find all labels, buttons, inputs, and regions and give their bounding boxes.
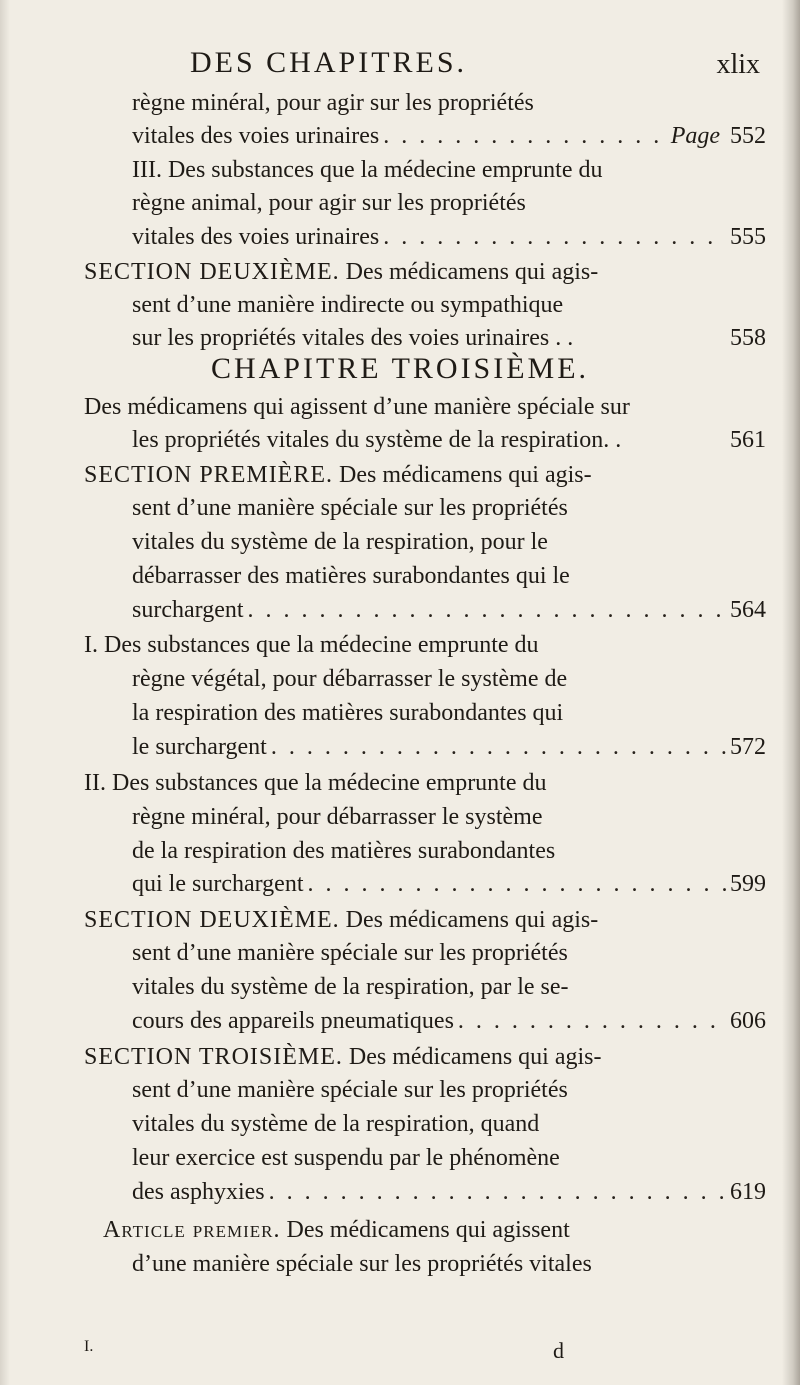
toc-line [84,458,592,492]
toc-text: d’une manière spéciale sur les propriétés vitales [132,1251,592,1277]
toc-line [132,1175,766,1209]
toc-line [132,119,766,153]
toc-text: la respiration des matières surabondantes qui [132,700,564,726]
toc-line [132,662,567,696]
section-lead: SECTION DEUXIÈME. [84,907,340,933]
toc-line [84,628,539,662]
toc-text: sent d’une manière spéciale sur les propriétés [132,495,568,521]
toc-text: vitales du système de la respiration, quand [132,1111,540,1137]
toc-line [132,834,555,868]
toc-line [132,86,534,120]
toc-line [132,559,570,593]
toc-line [132,800,543,834]
toc-line [132,153,603,187]
toc-text: des asphyxies [132,1179,265,1205]
toc-text: cours des appareils pneumatiques [132,1008,454,1034]
toc-text: vitales des voies urinaires [132,224,380,250]
section-lead: SECTION DEUXIÈME. [84,259,340,285]
toc-line [132,730,766,764]
toc-text: II. Des substances que la médecine emprunte du [84,770,547,796]
toc-line [132,696,563,730]
running-head [0,46,800,86]
toc-text: débarrasser des matières surabondantes qui le [132,563,570,589]
toc-text: Des médicamens qui agissent d’une manière spéciale sur [84,394,630,420]
toc-line [84,766,547,800]
toc-line [103,1213,570,1247]
toc-text: les propriétés vitales du système de la respiration. . [132,427,622,453]
page-number: 561 [730,427,766,453]
page-number: 606 [730,1008,766,1034]
page-spine-shadow [782,0,800,1385]
toc-text: sent d’une manière spéciale sur les propriétés [132,1077,568,1103]
toc-text: vitales du système de la respiration, par le se- [132,974,569,1000]
toc-text: vitales du système de la respiration, pour le [132,529,548,555]
section-lead: SECTION PREMIÈRE. [84,462,334,488]
toc-line [132,525,548,559]
toc-line [132,867,766,901]
toc-line [84,1040,602,1074]
dot-leader [308,867,726,901]
toc-line [132,423,766,457]
page-number: 572 [730,734,766,760]
toc-text: I. Des substances que la médecine emprunte du [84,632,539,658]
signature-mark-right: d [553,1338,564,1363]
section-lead: SECTION TROISIÈME. [84,1044,343,1070]
toc-text: sent d’une manière spéciale sur les propriétés [132,940,568,966]
dot-leader [458,1004,726,1038]
toc-line [84,390,630,424]
dot-leader [383,220,726,254]
toc-line [132,1107,539,1141]
toc-text: le surchargent [132,734,267,760]
page-number: 558 [730,325,766,351]
toc-line [132,1247,592,1281]
toc-line [132,1004,766,1038]
toc-text: Des médicamens qui agis- [333,462,592,488]
toc-text: Des médicamens qui agis- [339,907,599,933]
toc-line [132,936,568,970]
page-folio: xlix [716,49,760,80]
toc-line [132,593,766,627]
toc-text: Des médicamens qui agis- [339,259,599,285]
toc-text: III. Des substances que la médecine emprunte du [132,157,603,183]
toc-line [132,288,563,322]
dot-leader [271,730,726,764]
toc-line [132,970,569,1004]
toc-line [132,321,766,355]
toc-line [84,255,598,289]
running-title: DES CHAPITRES. [190,46,468,79]
toc-line [132,1141,560,1175]
page-number: 599 [730,871,766,897]
toc-line [84,903,598,937]
toc-line [132,186,526,220]
chapter-heading: CHAPITRE TROISIÈME. [210,352,590,385]
toc-text: leur exercice est suspendu par le phénomène [132,1145,560,1171]
toc-text: sur les propriétés vitales des voies urinaires . . [132,325,574,351]
toc-line [132,1073,568,1107]
dot-leader [269,1175,726,1209]
page-number: 552 [730,123,766,149]
page-number: 564 [730,597,766,623]
toc-line [132,220,766,254]
toc-text: qui le surchargent [132,871,304,897]
toc-text: Des médicamens qui agis- [342,1044,602,1070]
toc-line [132,491,568,525]
toc-text: règne végétal, pour débarrasser le système de [132,666,568,692]
dot-leader [248,593,726,627]
toc-text: règne animal, pour agir sur les propriétés [132,190,526,216]
toc-text: Des médicamens qui agissent [280,1217,570,1243]
page-number: 619 [730,1179,766,1205]
toc-text: vitales des voies urinaires [132,123,380,149]
signature-mark-left: I. [84,1338,94,1355]
dot-leader [383,119,666,153]
page-label: Page [670,123,720,149]
toc-text: sent d’une manière indirecte ou sympathique [132,292,564,318]
article-lead: Article premier. [103,1217,281,1243]
toc-text: règne minéral, pour agir sur les propriétés [132,90,534,116]
toc-text: règne minéral, pour débarrasser le système [132,804,543,830]
page-left-shadow [0,0,10,1385]
toc-text: de la respiration des matières surabondantes [132,838,556,864]
page-number: 555 [730,224,766,250]
toc-text: surchargent [132,597,244,623]
